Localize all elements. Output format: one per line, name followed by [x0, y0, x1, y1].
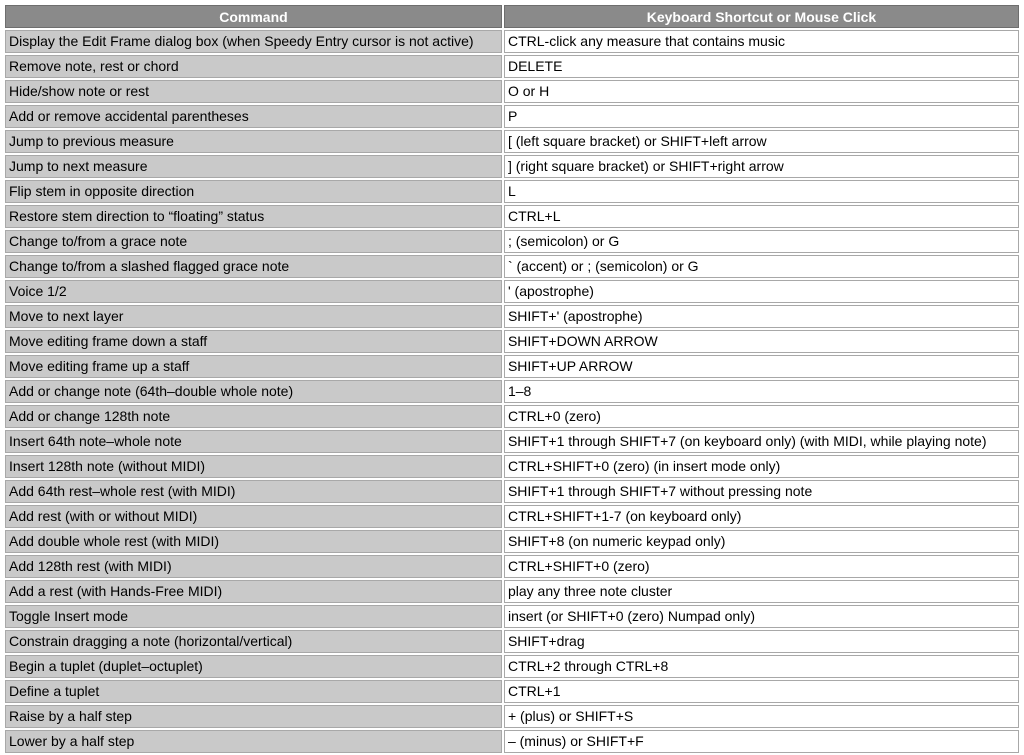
command-cell: Remove note, rest or chord: [5, 55, 502, 78]
table-row: [5, 130, 1019, 153]
command-cell: Move to next layer: [5, 305, 502, 328]
command-cell: Change to/from a slashed flagged grace note: [5, 255, 502, 278]
table-row: [5, 380, 1019, 403]
shortcut-cell: SHIFT+' (apostrophe): [504, 305, 1019, 328]
shortcut-cell: [ (left square bracket) or SHIFT+left arrow: [504, 130, 1019, 153]
table-row: [5, 255, 1019, 278]
table-row: [5, 730, 1019, 753]
command-cell: Begin a tuplet (duplet–octuplet): [5, 655, 502, 678]
shortcut-cell: CTRL+SHIFT+0 (zero) (in insert mode only): [504, 455, 1019, 478]
table-row: [5, 455, 1019, 478]
shortcut-cell: SHIFT+drag: [504, 630, 1019, 653]
command-cell: Move editing frame up a staff: [5, 355, 502, 378]
shortcut-cell: SHIFT+UP ARROW: [504, 355, 1019, 378]
command-cell: Display the Edit Frame dialog box (when Speedy Entry cursor is not active): [5, 30, 502, 53]
command-cell: Jump to next measure: [5, 155, 502, 178]
shortcut-cell: CTRL+2 through CTRL+8: [504, 655, 1019, 678]
shortcut-cell: insert (or SHIFT+0 (zero) Numpad only): [504, 605, 1019, 628]
shortcut-cell: L: [504, 180, 1019, 203]
table-row: [5, 80, 1019, 103]
shortcut-cell: CTRL+1: [504, 680, 1019, 703]
shortcut-cell: CTRL+SHIFT+1-7 (on keyboard only): [504, 505, 1019, 528]
command-cell: Voice 1/2: [5, 280, 502, 303]
column-header-shortcut: Keyboard Shortcut or Mouse Click: [504, 5, 1019, 28]
shortcut-cell: CTRL+SHIFT+0 (zero): [504, 555, 1019, 578]
command-cell: Raise by a half step: [5, 705, 502, 728]
command-cell: Add or change note (64th–double whole note): [5, 380, 502, 403]
table-row: [5, 430, 1019, 453]
table-row: [5, 330, 1019, 353]
command-cell: Add 128th rest (with MIDI): [5, 555, 502, 578]
table-row: [5, 630, 1019, 653]
table-row: [5, 555, 1019, 578]
command-cell: Add a rest (with Hands-Free MIDI): [5, 580, 502, 603]
table-row: [5, 405, 1019, 428]
command-cell: Restore stem direction to “floating” status: [5, 205, 502, 228]
shortcut-cell: DELETE: [504, 55, 1019, 78]
table-row: [5, 305, 1019, 328]
command-cell: Change to/from a grace note: [5, 230, 502, 253]
command-cell: Hide/show note or rest: [5, 80, 502, 103]
table-row: [5, 605, 1019, 628]
table-row: [5, 355, 1019, 378]
table-row: [5, 30, 1019, 53]
command-cell: Add rest (with or without MIDI): [5, 505, 502, 528]
shortcut-cell: SHIFT+1 through SHIFT+7 without pressing note: [504, 480, 1019, 503]
command-cell: Lower by a half step: [5, 730, 502, 753]
table-row: [5, 505, 1019, 528]
shortcut-cell: ; (semicolon) or G: [504, 230, 1019, 253]
command-cell: Add or remove accidental parentheses: [5, 105, 502, 128]
table-row: [5, 180, 1019, 203]
shortcut-cell: CTRL+L: [504, 205, 1019, 228]
shortcut-cell: CTRL-click any measure that contains music: [504, 30, 1019, 53]
shortcut-cell: – (minus) or SHIFT+F: [504, 730, 1019, 753]
shortcut-table-container: [3, 3, 1021, 755]
command-cell: Flip stem in opposite direction: [5, 180, 502, 203]
shortcut-cell: ' (apostrophe): [504, 280, 1019, 303]
column-header-command: Command: [5, 5, 502, 28]
table-row: [5, 680, 1019, 703]
table-row: [5, 480, 1019, 503]
shortcut-cell: ] (right square bracket) or SHIFT+right arrow: [504, 155, 1019, 178]
table-row: [5, 205, 1019, 228]
command-cell: Jump to previous measure: [5, 130, 502, 153]
shortcut-cell: CTRL+0 (zero): [504, 405, 1019, 428]
shortcut-cell: ` (accent) or ; (semicolon) or G: [504, 255, 1019, 278]
command-cell: Toggle Insert mode: [5, 605, 502, 628]
shortcut-cell: SHIFT+8 (on numeric keypad only): [504, 530, 1019, 553]
shortcut-cell: SHIFT+1 through SHIFT+7 (on keyboard only) (with MIDI, while playing note): [504, 430, 1019, 453]
command-cell: Insert 64th note–whole note: [5, 430, 502, 453]
command-cell: Add 64th rest–whole rest (with MIDI): [5, 480, 502, 503]
table-row: [5, 105, 1019, 128]
command-cell: Constrain dragging a note (horizontal/vertical): [5, 630, 502, 653]
command-cell: Insert 128th note (without MIDI): [5, 455, 502, 478]
shortcut-cell: SHIFT+DOWN ARROW: [504, 330, 1019, 353]
table-row: [5, 55, 1019, 78]
table-row: [5, 705, 1019, 728]
shortcut-cell: play any three note cluster: [504, 580, 1019, 603]
header-row: [5, 5, 1019, 28]
shortcut-cell: O or H: [504, 80, 1019, 103]
table-row: [5, 580, 1019, 603]
table-row: [5, 530, 1019, 553]
table-row: [5, 155, 1019, 178]
command-cell: Add double whole rest (with MIDI): [5, 530, 502, 553]
command-cell: Move editing frame down a staff: [5, 330, 502, 353]
command-cell: Define a tuplet: [5, 680, 502, 703]
shortcut-cell: P: [504, 105, 1019, 128]
table-row: [5, 280, 1019, 303]
shortcut-table: [3, 3, 1021, 755]
table-row: [5, 230, 1019, 253]
shortcut-cell: 1–8: [504, 380, 1019, 403]
command-cell: Add or change 128th note: [5, 405, 502, 428]
shortcut-cell: + (plus) or SHIFT+S: [504, 705, 1019, 728]
table-row: [5, 655, 1019, 678]
